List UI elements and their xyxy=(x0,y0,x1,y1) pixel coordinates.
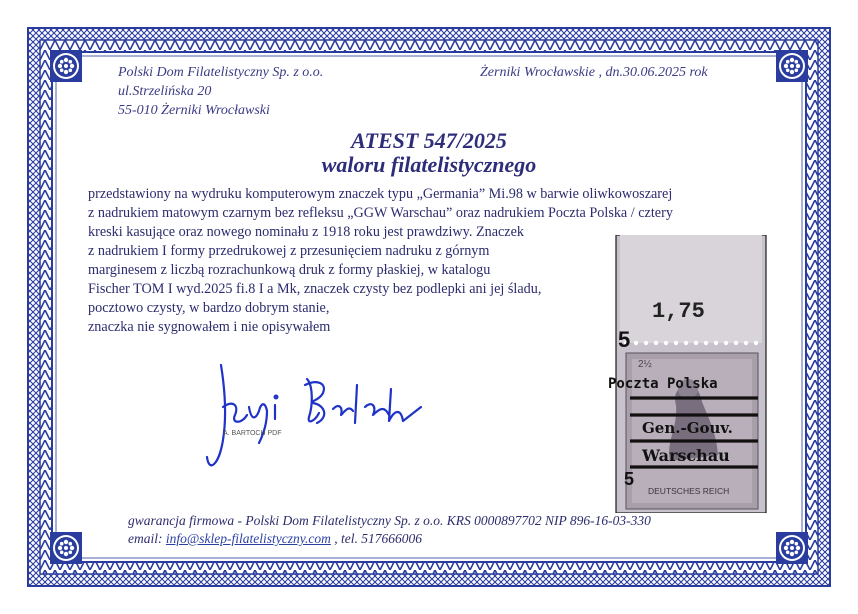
stamp-country: DEUTSCHES REICH xyxy=(648,486,730,496)
footer-contact xyxy=(128,531,422,547)
stamp-new-value: 5 xyxy=(618,327,631,352)
stamp-margin-number: 1,75 xyxy=(652,299,705,324)
body-line-7: pocztowo czysty, w bardzo dobrym stanie, xyxy=(88,300,330,316)
stamp-value-small: 2½ xyxy=(638,359,652,370)
signature-stamp-text: A. BARTOCH PDF xyxy=(223,430,282,437)
body-line-2: z nadrukiem matowym czarnym bez refleksu „GGW Warschau” oraz nadrukiem Poczta Polska / cztery xyxy=(88,205,673,221)
company-name: Polski Dom Filatelistyczny Sp. z o.o. xyxy=(118,65,324,80)
certificate-subtitle: waloru filatelistycznego xyxy=(321,152,537,177)
phone-text: , tel. 517666006 xyxy=(330,531,423,546)
svg-text:5: 5 xyxy=(624,469,635,489)
body-line-8: znaczka nie sygnowałem i nie opisywałem xyxy=(88,319,331,335)
body-line-5: marginesem z liczbą rozrachunkową druk z formy płaskiej, w katalogu xyxy=(88,262,491,278)
body-line-4: z nadrukiem I formy przedrukowej z przesunięciem nadruku z górnym xyxy=(88,243,490,259)
footer-guarantee: gwarancja firmowa - Polski Dom Filatelistyczny Sp. z o.o. KRS 0000897702 NIP 896-16-03-330 xyxy=(128,513,651,528)
body-line-6: Fischer TOM I wyd.2025 fi.8 I a Mk, znaczek czysty bez podlepki ani jej śladu, xyxy=(88,281,542,297)
company-city: 55-010 Żerniki Wrocławski xyxy=(118,103,270,118)
body-line-3: kreski kasujące oraz nowego nominału z 1918 roku jest prawdziwy. Znaczek xyxy=(88,224,524,240)
email-label: email: xyxy=(128,531,163,546)
place-date: Żerniki Wrocławskie , dn.30.06.2025 rok xyxy=(480,65,708,80)
stamp-overprint-top: Poczta Polska xyxy=(608,376,718,392)
certificate-title: ATEST 547/2025 xyxy=(351,128,507,153)
postage-stamp-image xyxy=(608,235,773,513)
corner-rosette-icon xyxy=(50,50,82,82)
stamp-overprint-city: Warschau xyxy=(642,446,730,465)
body-line-1: przedstawiony na wydruku komputerowym znaczek typu „Germania” Mi.98 w barwie oliwkowoszarej xyxy=(88,186,673,202)
email-link[interactable]: info@sklep-filatelistyczny.com xyxy=(165,531,331,546)
company-street: ul.Strzelińska 20 xyxy=(118,84,212,99)
signature-image xyxy=(195,345,455,495)
stamp-overprint-gen: Gen.-Gouv. xyxy=(642,419,733,437)
